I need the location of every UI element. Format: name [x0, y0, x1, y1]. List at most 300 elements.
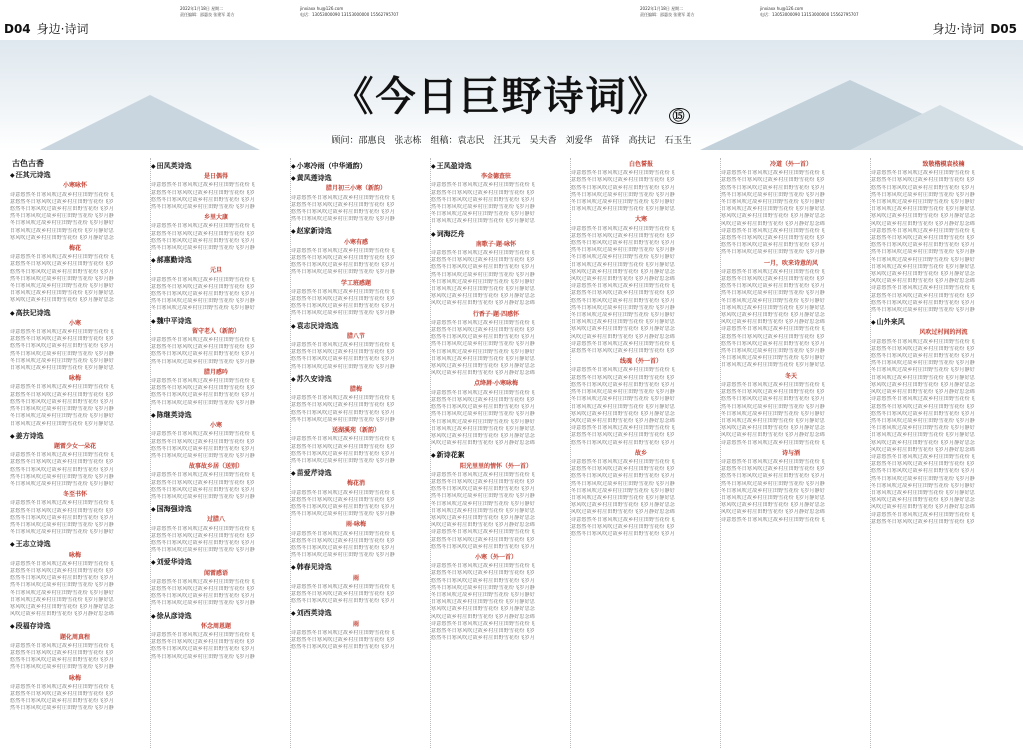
- poem-text-line: 悠然冬日寒风吹过故乡村庄田野雪花纷飞岁月: [571, 530, 676, 537]
- poem-text-line: 悠然冬日寒风吹过故乡村庄田野雪花纷飞岁月: [571, 297, 676, 304]
- poem-text-line: 然冬日寒风吹过故乡村庄田野雪花纷飞岁月静: [151, 600, 256, 607]
- poem-text-line: 风吹过故乡村庄田野雪花纷飞岁月静好思念绵: [871, 504, 976, 511]
- poem-group-title: ◆ 郝惠勤诗选: [151, 257, 281, 264]
- poem-text-line: 寒风吹过故乡村庄田野雪花纷飞岁月静好思念: [721, 502, 826, 509]
- right-section-name: 身边·诗词: [932, 22, 985, 36]
- poem-text-line: 诗意悠然冬日寒风吹过故乡村庄田野雪花纷飞: [721, 227, 826, 234]
- poem-text-line: 意悠然冬日寒风吹过故乡村庄田野雪花纷飞岁: [10, 507, 115, 514]
- poem-text-line: 意悠然冬日寒风吹过故乡村庄田野雪花纷飞岁: [151, 189, 256, 196]
- poem-text-line: 冬日寒风吹过故乡村庄田野雪花纷飞岁月静好: [721, 355, 826, 362]
- poem-text-line: 冬日寒风吹过故乡村庄田野雪花纷飞岁月静好: [721, 199, 826, 206]
- poem-text-line: 诗意悠然冬日寒风吹过故乡村庄田野雪花纷飞: [151, 578, 256, 585]
- poem-text-line: 然冬日寒风吹过故乡村庄田野雪花纷飞岁月静: [291, 552, 396, 559]
- poem-group-title: ◆ 姜方诗选: [10, 433, 140, 440]
- poem-text-line: 日寒风吹过故乡村庄田野雪花纷飞岁月静好思: [431, 286, 536, 293]
- poem-subtitle: 故事故乡居（送别）: [188, 463, 243, 471]
- poem-text-line: 意悠然冬日寒风吹过故乡村庄田野雪花纷飞岁: [10, 459, 115, 466]
- poem-text-line: 意悠然冬日寒风吹过故乡村庄田野雪花纷飞岁: [10, 649, 115, 656]
- poem-group-title: ◆ 陈继英诗选: [151, 412, 281, 419]
- left-page-number: D04: [4, 22, 31, 36]
- poem-text-line: 诗意悠然冬日寒风吹过故乡村庄田野雪花纷飞: [291, 342, 396, 349]
- poem-subtitle: 阳光里里的情怀（外一首）: [459, 462, 532, 470]
- poem-text-line: 悠然冬日寒风吹过故乡村庄田野雪花纷飞岁月: [10, 657, 115, 664]
- poem-text-line: 意悠然冬日寒风吹过故乡村庄田野雪花纷飞岁: [151, 283, 256, 290]
- poem-text-line: 然冬日寒风吹过故乡村庄田野雪花纷飞岁月静: [721, 480, 826, 487]
- poem-text-line: 诗意悠然冬日寒风吹过故乡村庄田野雪花纷飞: [571, 516, 676, 523]
- left-email: jinxiaxx hu@126.com: [300, 6, 344, 11]
- poem-text-line: 悠然冬日寒风吹过故乡村庄田野雪花纷飞岁月: [291, 598, 396, 605]
- poem-subtitle: 南歌子·题·咏怀: [475, 240, 517, 248]
- poem-text-line: 悠然冬日寒风吹过故乡村庄田野雪花纷飞岁月: [291, 409, 396, 416]
- poem-subtitle: 小寒: [68, 319, 81, 327]
- poem-group-title: ◆ 苏久安诗选: [291, 376, 421, 383]
- poem-text-line: 悠然冬日寒风吹过故乡村庄田野雪花纷飞岁月: [10, 514, 115, 521]
- poem-text-line: 悠然冬日寒风吹过故乡村庄田野雪花纷飞岁月: [151, 646, 256, 653]
- right-date: 2022年1月18日 星期二: [640, 6, 684, 11]
- poem-text-line: 冬日寒风吹过故乡村庄田野雪花纷飞岁月静好: [431, 211, 536, 218]
- poem-text-line: 悠然冬日寒风吹过故乡村庄田野雪花纷飞岁月: [431, 196, 536, 203]
- poem-text-line: 风吹过故乡村庄田野雪花纷飞岁月静好思念绵: [431, 522, 536, 529]
- poem-group-title: ◆ 黄凤莲诗选: [291, 175, 421, 182]
- poem-subtitle: 李金德查驻: [480, 173, 511, 181]
- poem-text-line: 日寒风吹过故乡村庄田野雪花纷飞岁月静好思: [10, 290, 115, 297]
- poem-text-line: 日寒风吹过故乡村庄田野雪花纷飞岁月静好思: [10, 596, 115, 603]
- poem-text-line: 诗意悠然冬日寒风吹过故乡村庄田野雪花纷飞: [10, 452, 115, 459]
- poem-text-line: 意悠然冬日寒风吹过故乡村庄田野雪花纷飞岁: [10, 567, 115, 574]
- poem-text-line: 寒风吹过故乡村庄田野雪花纷飞岁月静好思念: [431, 606, 536, 613]
- poem-text-line: 日寒风吹过故乡村庄田野雪花纷飞岁月静好思: [721, 362, 826, 369]
- poem-text-line: 然冬日寒风吹过故乡村庄田野雪花纷飞岁月静: [10, 275, 115, 282]
- poem-text-line: 冬日寒风吹过故乡村庄田野雪花纷飞岁月静好: [10, 529, 115, 536]
- poem-text-line: 寒风吹过故乡村庄田野雪花纷飞岁月静好思念: [721, 312, 826, 319]
- poem-text-line: 诗意悠然冬日寒风吹过故乡村庄田野雪花纷飞: [571, 458, 676, 465]
- poem-subtitle: 雨: [352, 620, 359, 628]
- poem-text-line: 然冬日寒风吹过故乡村庄田野雪花纷飞岁月静: [10, 406, 115, 413]
- poem-text-line: 日寒风吹过故乡村庄田野雪花纷飞岁月静好思: [721, 494, 826, 501]
- poem-text-line: 意悠然冬日寒风吹过故乡村庄田野雪花纷飞岁: [151, 532, 256, 539]
- poem-text-line: 悠然冬日寒风吹过故乡村庄田野雪花纷飞岁月: [291, 450, 396, 457]
- poem-text-line: 悠然冬日寒风吹过故乡村庄田野雪花纷飞岁月: [721, 396, 826, 403]
- poem-text-line: 然冬日寒风吹过故乡村庄田野雪花纷飞岁月静: [151, 653, 256, 660]
- poem-text-line: 冬日寒风吹过故乡村庄田野雪花纷飞岁月静好: [431, 278, 536, 285]
- left-meta-2: [300, 6, 399, 18]
- poem-text-line: 意悠然冬日寒风吹过故乡村庄田野雪花纷飞岁: [10, 391, 115, 398]
- poem-text-line: 然冬日寒风吹过故乡村庄田野雪花纷飞岁月静: [431, 204, 536, 211]
- poem-text-line: 悠然冬日寒风吹过故乡村庄田野雪花纷飞岁月: [571, 240, 676, 247]
- poem-text-line: 诗意悠然冬日寒风吹过故乡村庄田野雪花纷飞: [291, 436, 396, 443]
- poem-subtitle: 梅花消: [346, 480, 365, 488]
- right-meta: [640, 6, 695, 18]
- poem-text-line: 悠然冬日寒风吹过故乡村庄田野雪花纷飞岁月: [571, 439, 676, 446]
- poem-text-line: 诗意悠然冬日寒风吹过故乡村庄田野雪花纷飞: [151, 431, 256, 438]
- column-4: [430, 158, 561, 748]
- poem-group-title: ◆ 王志立诗选: [10, 541, 140, 548]
- poem-text-line: 寒风吹过故乡村庄田野雪花纷飞岁月静好思念: [431, 293, 536, 300]
- poem-text-line: 日寒风吹过故乡村庄田野雪花纷飞岁月静好思: [871, 432, 976, 439]
- poem-text-line: 悠然冬日寒风吹过故乡村庄田野雪花纷飞岁月: [151, 392, 256, 399]
- poem-text-line: 日寒风吹过故乡村庄田野雪花纷飞岁月静好思: [871, 206, 976, 213]
- poem-text-line: 冬日寒风吹过故乡村庄田野雪花纷飞岁月静好: [721, 297, 826, 304]
- left-section-name: 身边·诗词: [36, 22, 89, 36]
- poem-text-line: 诗意悠然冬日寒风吹过故乡村庄田野雪花纷飞: [871, 396, 976, 403]
- poem-text-line: 冬日寒风吹过故乡村庄田野雪花纷飞岁月静好: [151, 305, 256, 312]
- poem-subtitle: 乡里大康: [203, 214, 228, 222]
- poem-text-line: 冬日寒风吹过故乡村庄田野雪花纷飞岁月静好: [571, 487, 676, 494]
- left-page-label: [4, 20, 89, 37]
- poem-text-line: 风吹过故乡村庄田野雪花纷飞岁月静好思念绵: [571, 417, 676, 424]
- poem-text-line: 诗意悠然冬日寒风吹过故乡村庄田野雪花纷飞: [151, 276, 256, 283]
- poem-text-line: 冬日寒风吹过故乡村庄田野雪花纷飞岁月静好: [431, 500, 536, 507]
- right-editor: 责任编辑：邵惠良 张建军 姜方: [640, 12, 695, 17]
- poem-subtitle: 诗与酒: [781, 449, 800, 457]
- poem-text-line: 日寒风吹过故乡村庄田野雪花纷飞岁月静好思: [10, 365, 115, 372]
- poem-text-line: 日寒风吹过故乡村庄田野雪花纷飞岁月静好思: [431, 507, 536, 514]
- poem-subtitle: 故乡: [634, 449, 647, 457]
- poem-text-line: 然冬日寒风吹过故乡村庄田野雪花纷飞岁月静: [10, 473, 115, 480]
- poem-group-title: ◆ 新诗花絮: [431, 452, 561, 459]
- poem-text-line: 然冬日寒风吹过故乡村庄田野雪花纷飞岁月静: [10, 521, 115, 528]
- poem-text-line: 意悠然冬日寒风吹过故乡村庄田野雪花纷飞岁: [871, 461, 976, 468]
- poem-text-line: 悠然冬日寒风吹过故乡村庄田野雪花纷飞岁月: [871, 353, 976, 360]
- poem-text-line: 诗意悠然冬日寒风吹过故乡村庄田野雪花纷飞: [291, 530, 396, 537]
- poem-text-line: 意悠然冬日寒风吹过故乡村庄田野雪花纷飞岁: [721, 235, 826, 242]
- poem-text-line: 诗意悠然冬日寒风吹过故乡村庄田野雪花纷飞: [871, 511, 976, 518]
- poem-group-title: ◆ 苗爱芹诗选: [291, 470, 421, 477]
- poem-text-line: 意悠然冬日寒风吹过故乡村庄田野雪花纷飞岁: [721, 276, 826, 283]
- issue-number: ⑮: [669, 108, 689, 124]
- poem-text-line: 然冬日寒风吹过故乡村庄田野雪花纷飞岁月静: [571, 389, 676, 396]
- poem-text-line: 风吹过故乡村庄田野雪花纷飞岁月静好思念绵: [431, 613, 536, 620]
- poem-text-line: 风吹过故乡村庄田野雪花纷飞岁月静好思念绵: [871, 389, 976, 396]
- poem-subtitle: 风吹过村间的河流: [919, 329, 968, 337]
- poem-text-line: 然冬日寒风吹过故乡村庄田野雪花纷飞岁月静: [871, 417, 976, 424]
- poem-text-line: 悠然冬日寒风吹过故乡村庄田野雪花纷飞岁月: [721, 242, 826, 249]
- poem-text-line: 悠然冬日寒风吹过故乡村庄田野雪花纷飞岁月: [871, 468, 976, 475]
- poem-subtitle: 冬至书怀: [62, 491, 87, 499]
- poem-text-line: 意悠然冬日寒风吹过故乡村庄田野雪花纷飞岁: [291, 496, 396, 503]
- poem-text-line: 意悠然冬日寒风吹过故乡村庄田野雪花纷飞岁: [871, 345, 976, 352]
- poem-group-title: ◆ 刘西英诗选: [291, 610, 421, 617]
- poem-text-line: 诗意悠然冬日寒风吹过故乡村庄田野雪花纷飞: [721, 458, 826, 465]
- poem-text-line: 冬日寒风吹过故乡村庄田野雪花纷飞岁月静好: [871, 199, 976, 206]
- poem-text-line: 意悠然冬日寒风吹过故乡村庄田野雪花纷飞岁: [871, 177, 976, 184]
- poem-text-line: 诗意悠然冬日寒风吹过故乡村庄田野雪花纷飞: [871, 453, 976, 460]
- poem-text-line: 悠然冬日寒风吹过故乡村庄田野雪花纷飞岁月: [151, 539, 256, 546]
- poem-text-line: 然冬日寒风吹过故乡村庄田野雪花纷飞岁月静: [431, 411, 536, 418]
- poem-text-line: 意悠然冬日寒风吹过故乡村庄田野雪花纷飞岁: [571, 348, 676, 355]
- poem-subtitle: 是日偶得: [203, 173, 228, 181]
- poem-subtitle: 白色誓报: [628, 161, 653, 168]
- poem-text-line: 然冬日寒风吹过故乡村庄田野雪花纷飞岁月静: [431, 271, 536, 278]
- poem-text-line: 日寒风吹过故乡村庄田野雪花纷飞岁月静好思: [431, 425, 536, 432]
- poem-subtitle: 怀念周恩题: [200, 622, 231, 630]
- poem-text-line: 日寒风吹过故乡村庄田野雪花纷飞岁月静好思: [571, 494, 676, 501]
- poem-text-line: 寒风吹过故乡村庄田野雪花纷飞岁月静好思念: [871, 497, 976, 504]
- poem-text-line: 悠然冬日寒风吹过故乡村庄田野雪花纷飞岁月: [291, 503, 396, 510]
- poem-text-line: 悠然冬日寒风吹过故乡村庄田野雪花纷飞岁月: [431, 404, 536, 411]
- poem-text-line: 冬日寒风吹过故乡村庄田野雪花纷飞岁月静好: [721, 487, 826, 494]
- poem-group-title: ◆ 王凤盈诗选: [431, 163, 561, 170]
- poem-subtitle: 梅花: [68, 245, 81, 253]
- poem-subtitle: 小寒咏怀: [62, 182, 87, 190]
- poem-group-title: ◆ 袁志民诗选选: [291, 323, 421, 330]
- poem-text-line: 悠然冬日寒风吹过故乡村庄田野雪花纷飞岁月: [431, 577, 536, 584]
- poem-text-line: 然冬日寒风吹过故乡村庄田野雪花纷飞岁月静: [721, 348, 826, 355]
- poem-text-line: 悠然冬日寒风吹过故乡村庄田野雪花纷飞岁月: [871, 184, 976, 191]
- poem-text-line: 悠然冬日寒风吹过故乡村庄田野雪花纷飞岁月: [291, 209, 396, 216]
- poem-text-line: 日寒风吹过故乡村庄田野雪花纷飞岁月静好思: [431, 599, 536, 606]
- poem-text-line: 然冬日寒风吹过故乡村庄田野雪花纷飞岁月静: [291, 511, 396, 518]
- poem-text-line: 诗意悠然冬日寒风吹过故乡村庄田野雪花纷飞: [10, 191, 115, 198]
- poem-text-line: 风吹过故乡村庄田野雪花纷飞岁月静好思念绵: [431, 300, 536, 307]
- poem-text-line: 日寒风吹过故乡村庄田野雪花纷飞岁月静好思: [431, 218, 536, 225]
- poem-subtitle: 腊月初三小寒（新韵）: [325, 185, 386, 193]
- poem-text-line: 然冬日寒风吹过故乡村庄田野雪花纷飞岁月静: [721, 249, 826, 256]
- poem-text-line: 日寒风吹过故乡村庄田野雪花纷飞岁月静好思: [721, 417, 826, 424]
- poem-text-line: 风吹过故乡村庄田野雪花纷飞岁月静好思念绵: [871, 446, 976, 453]
- poem-text-line: 意悠然冬日寒风吹过故乡村庄田野雪花纷飞岁: [291, 255, 396, 262]
- poem-text-line: 意悠然冬日寒风吹过故乡村庄田野雪花纷飞岁: [871, 403, 976, 410]
- poem-text-line: 悠然冬日寒风吹过故乡村庄田野雪花纷飞岁月: [431, 334, 536, 341]
- poem-text-line: 诗意悠然冬日寒风吹过故乡村庄田野雪花纷飞: [571, 283, 676, 290]
- poem-text-line: 寒风吹过故乡村庄田野雪花纷飞岁月静好思念: [571, 502, 676, 509]
- poem-text-line: 诗意悠然冬日寒风吹过故乡村庄田野雪花纷飞: [721, 439, 826, 446]
- poem-text-line: 然冬日寒风吹过故乡村庄田野雪花纷飞岁月静: [10, 213, 115, 220]
- right-email: jinxiaxx hu@126.com: [760, 6, 804, 11]
- poem-text-line: 悠然冬日寒风吹过故乡村庄田野雪花纷飞岁月: [10, 268, 115, 275]
- poem-text-line: 然冬日寒风吹过故乡村庄田野雪花纷飞岁月静: [721, 403, 826, 410]
- right-tel: 电话：13053000090 13153000000 15562795707: [760, 12, 859, 17]
- poem-text-line: 然冬日寒风吹过故乡村庄田野雪花纷飞岁月静: [871, 191, 976, 198]
- poem-subtitle: 行香子·题·四感怀: [472, 310, 520, 318]
- poem-subtitle: 学工班感题: [340, 279, 371, 287]
- poem-text-line: 日寒风吹过故乡村庄田野雪花纷飞岁月静好思: [10, 227, 115, 234]
- poem-text-line: 诗意悠然冬日寒风吹过故乡村庄田野雪花纷飞: [431, 471, 536, 478]
- poem-subtitle: 送湖溪苑（新韵）: [331, 427, 380, 435]
- poem-text-line: 冬日寒风吹过故乡村庄田野雪花纷飞岁月静好: [10, 413, 115, 420]
- column-6: [720, 158, 861, 748]
- poem-subtitle: 题雷少女一朵花: [53, 442, 96, 450]
- poem-text-line: 诗意悠然冬日寒风吹过故乡村庄田野雪花纷飞: [571, 340, 676, 347]
- poem-subtitle: 冬天: [784, 372, 797, 380]
- poem-text-line: 诗意悠然冬日寒风吹过故乡村庄田野雪花纷飞: [10, 560, 115, 567]
- poem-text-line: 诗意悠然冬日寒风吹过故乡村庄田野雪花纷飞: [721, 381, 826, 388]
- poem-text-line: 然冬日寒风吹过故乡村庄田野雪花纷飞岁月静: [151, 245, 256, 252]
- poem-text-line: 诗意悠然冬日寒风吹过故乡村庄田野雪花纷飞: [291, 247, 396, 254]
- poem-text-line: 悠然冬日寒风吹过故乡村庄田野雪花纷飞岁月: [291, 356, 396, 363]
- poem-text-line: 意悠然冬日寒风吹过故乡村庄田野雪花纷飞岁: [571, 374, 676, 381]
- poem-text-line: 冬日寒风吹过故乡村庄田野雪花纷飞岁月静好: [10, 589, 115, 596]
- poem-text-line: 诗意悠然冬日寒风吹过故乡村庄田野雪花纷飞: [431, 319, 536, 326]
- poem-subtitle: 雨·咏梅: [345, 521, 367, 529]
- column-7: [870, 158, 1016, 748]
- poem-text-line: 寒风吹过故乡村庄田野雪花纷飞岁月静好思念: [431, 432, 536, 439]
- left-meta: [180, 6, 235, 18]
- poem-text-line: 然冬日寒风吹过故乡村庄田野雪花纷飞岁月静: [871, 307, 976, 314]
- poem-text-line: 意悠然冬日寒风吹过故乡村庄田野雪花纷飞岁: [10, 198, 115, 205]
- poem-text-line: 意悠然冬日寒风吹过故乡村庄田野雪花纷飞岁: [721, 466, 826, 473]
- poem-text-line: 日寒风吹过故乡村庄田野雪花纷飞岁月静好思: [871, 374, 976, 381]
- column-1: [10, 158, 140, 748]
- poem-subtitle: 闻雷感语: [203, 569, 228, 577]
- poem-text-line: 寒风吹过故乡村庄田野雪花纷飞岁月静好思念: [10, 603, 115, 610]
- poem-text-line: 意悠然冬日寒风吹过故乡村庄田野雪花纷飞岁: [721, 389, 826, 396]
- poem-group-title: ◆ 魏中平诗选: [151, 318, 281, 325]
- poem-text-line: 悠然冬日寒风吹过故乡村庄田野雪花纷飞岁月: [871, 299, 976, 306]
- poem-text-line: 悠然冬日寒风吹过故乡村庄田野雪花纷飞岁月: [10, 698, 115, 705]
- poem-text-line: 悠然冬日寒风吹过故乡村庄田野雪花纷飞岁月: [10, 398, 115, 405]
- poem-text-line: 诗意悠然冬日寒风吹过故乡村庄田野雪花纷飞: [431, 563, 536, 570]
- poem-text-line: 意悠然冬日寒风吹过故乡村庄田野雪花纷飞岁: [10, 261, 115, 268]
- poem-subtitle: 小寒: [209, 422, 222, 430]
- poem-text-line: 悠然冬日寒风吹过故乡村庄田野雪花纷飞岁月: [291, 644, 396, 651]
- poem-text-line: 意悠然冬日寒风吹过故乡村庄田野雪花纷飞岁: [431, 396, 536, 403]
- poem-text-line: 然冬日寒风吹过故乡村庄田野雪花纷飞岁月静: [571, 304, 676, 311]
- poem-text-line: 悠然冬日寒风吹过故乡村庄田野雪花纷飞岁月: [571, 381, 676, 388]
- poem-text-line: 然冬日寒风吹过故乡村庄田野雪花纷飞岁月静: [871, 360, 976, 367]
- poem-text-line: 诗意悠然冬日寒风吹过故乡村庄田野雪花纷飞: [151, 525, 256, 532]
- column-2: [150, 158, 281, 748]
- poem-text-line: 诗意悠然冬日寒风吹过故乡村庄田野雪花纷飞: [291, 489, 396, 496]
- poem-text-line: 寒风吹过故乡村庄田野雪花纷飞岁月静好思念: [571, 268, 676, 275]
- column-heading: 古色古香: [12, 159, 44, 168]
- poem-text-line: 意悠然冬日寒风吹过故乡村庄田野雪花纷飞岁: [431, 327, 536, 334]
- poem-text-line: 冬日寒风吹过故乡村庄田野雪花纷飞岁月静好: [871, 482, 976, 489]
- poem-group-title: ◆ 刘爱华诗选: [151, 559, 281, 566]
- poem-text-line: 风吹过故乡村庄田野雪花纷飞岁月静好思念绵: [871, 278, 976, 285]
- poem-text-line: 意悠然冬日寒风吹过故乡村庄田野雪花纷飞岁: [151, 230, 256, 237]
- poem-subtitle: 过腊八: [206, 516, 225, 524]
- poem-text-line: 诗意悠然冬日寒风吹过故乡村庄田野雪花纷飞: [151, 337, 256, 344]
- poem-text-line: 日寒风吹过故乡村庄田野雪花纷飞岁月静好思: [871, 263, 976, 270]
- poem-text-line: 诗意悠然冬日寒风吹过故乡村庄田野雪花纷飞: [431, 250, 536, 257]
- poem-text-line: 诗意悠然冬日寒风吹过故乡村庄田野雪花纷飞: [10, 642, 115, 649]
- poem-text-line: 诗意悠然冬日寒风吹过故乡村庄田野雪花纷飞: [871, 285, 976, 292]
- poem-text-line: 然冬日寒风吹过故乡村庄田野雪花纷飞岁月静: [871, 249, 976, 256]
- poem-subtitle: 咏梅: [68, 375, 81, 383]
- poem-text-line: 寒风吹过故乡村庄田野雪花纷飞岁月静好思念: [721, 213, 826, 220]
- poem-group-title: ◆ 赵家新诗选: [291, 228, 421, 235]
- poem-text-line: 寒风吹过故乡村庄田野雪花纷飞岁月静好思念: [871, 271, 976, 278]
- poem-text-line: 悠然冬日寒风吹过故乡村庄田野雪花纷飞岁月: [431, 635, 536, 642]
- poem-text-line: 冬日寒风吹过故乡村庄田野雪花纷飞岁月静好: [10, 283, 115, 290]
- poem-text-line: 日寒风吹过故乡村庄田野雪花纷飞岁月静好思: [721, 206, 826, 213]
- poem-text-line: 寒风吹过故乡村庄田野雪花纷飞岁月静好思念: [10, 234, 115, 241]
- poem-text-line: 意悠然冬日寒风吹过故乡村庄田野雪花纷飞岁: [291, 349, 396, 356]
- poem-text-line: 悠然冬日寒风吹过故乡村庄田野雪花纷飞岁月: [721, 473, 826, 480]
- right-page-number: D05: [990, 22, 1017, 36]
- poem-text-line: 风吹过故乡村庄田野雪花纷飞岁月静好思念绵: [431, 370, 536, 377]
- poem-text-line: 日寒风吹过故乡村庄田野雪花纷飞岁月静好思: [571, 206, 676, 213]
- poem-text-line: 风吹过故乡村庄田野雪花纷飞岁月静好思念绵: [721, 220, 826, 227]
- poem-subtitle: 咏梅: [68, 674, 81, 682]
- left-date: 2022年1月18日 星期二: [180, 6, 224, 11]
- poem-subtitle: 雨: [352, 574, 359, 582]
- poem-text-line: 意悠然冬日寒风吹过故乡村庄田野雪花纷飞岁: [571, 177, 676, 184]
- poem-text-line: 冬日寒风吹过故乡村庄田野雪花纷飞岁月静好: [431, 418, 536, 425]
- poem-text-line: 诗意悠然冬日寒风吹过故乡村庄田野雪花纷飞: [871, 338, 976, 345]
- poem-subtitle: 题化周真程: [59, 633, 90, 641]
- poem-text-line: 意悠然冬日寒风吹过故乡村庄田野雪花纷飞岁: [291, 537, 396, 544]
- poem-text-line: 意悠然冬日寒风吹过故乡村庄田野雪花纷飞岁: [871, 235, 976, 242]
- poem-text-line: 然冬日寒风吹过故乡村庄田野雪花纷飞岁月静: [431, 493, 536, 500]
- poem-subtitle: 腊八节: [346, 332, 365, 340]
- poem-text-line: 寒风吹过故乡村庄田野雪花纷飞岁月静好思念: [571, 410, 676, 417]
- poem-text-line: 意悠然冬日寒风吹过故乡村庄田野雪花纷飞岁: [431, 536, 536, 543]
- poem-text-line: 然冬日寒风吹过故乡村庄田野雪花纷飞岁月静: [10, 582, 115, 589]
- poem-text-line: 然冬日寒风吹过故乡村庄田野雪花纷飞岁月静: [151, 547, 256, 554]
- poem-text-line: 然冬日寒风吹过故乡村庄田野雪花纷飞岁月静: [431, 341, 536, 348]
- poem-text-line: 悠然冬日寒风吹过故乡村庄田野雪花纷飞岁月: [291, 544, 396, 551]
- poem-text-line: 然冬日寒风吹过故乡村庄田野雪花纷飞岁月静: [291, 416, 396, 423]
- poem-text-line: 然冬日寒风吹过故乡村庄田野雪花纷飞岁月静: [151, 493, 256, 500]
- poem-group-title: ◆ 段福存诗选: [10, 623, 140, 630]
- poem-text-line: 悠然冬日寒风吹过故乡村庄田野雪花纷飞岁月: [151, 196, 256, 203]
- poem-text-line: 意悠然冬日寒风吹过故乡村庄田野雪花纷飞岁: [431, 257, 536, 264]
- poem-text-line: 诗意悠然冬日寒风吹过故乡村庄田野雪花纷飞: [571, 170, 676, 177]
- poem-text-line: 意悠然冬日寒风吹过故乡村庄田野雪花纷飞岁: [871, 518, 976, 525]
- poem-text-line: 悠然冬日寒风吹过故乡村庄田野雪花纷飞岁月: [151, 486, 256, 493]
- poem-text-line: 冬日寒风吹过故乡村庄田野雪花纷飞岁月静好: [431, 591, 536, 598]
- poem-text-line: 诗意悠然冬日寒风吹过故乡村庄田野雪花纷飞: [291, 194, 396, 201]
- poem-text-line: 意悠然冬日寒风吹过故乡村庄田野雪花纷飞岁: [291, 402, 396, 409]
- poem-text-line: 风吹过故乡村庄田野雪花纷飞岁月静好思念绵: [871, 220, 976, 227]
- poem-text-line: 意悠然冬日寒风吹过故乡村庄田野雪花纷飞岁: [291, 296, 396, 303]
- column-5: [570, 158, 711, 748]
- poem-group-title: ◆ 韩春见诗选: [291, 564, 421, 571]
- poem-text-line: 诗意悠然冬日寒风吹过故乡村庄田野雪花纷飞: [721, 516, 826, 523]
- poem-text-line: 然冬日寒风吹过故乡村庄田野雪花纷飞岁月静: [571, 191, 676, 198]
- poem-text-line: 然冬日寒风吹过故乡村庄田野雪花纷飞岁月静: [151, 358, 256, 365]
- poem-text-line: 诗意悠然冬日寒风吹过故乡村庄田野雪花纷飞: [571, 225, 676, 232]
- poem-text-line: 意悠然冬日寒风吹过故乡村庄田野雪花纷飞岁: [721, 177, 826, 184]
- poem-text-line: 寒风吹过故乡村庄田野雪花纷飞岁月静好思念: [10, 297, 115, 304]
- poem-text-line: 诗意悠然冬日寒风吹过故乡村庄田野雪花纷飞: [10, 329, 115, 336]
- poem-text-line: 意悠然冬日寒风吹过故乡村庄田野雪花纷飞岁: [151, 385, 256, 392]
- poem-text-line: 然冬日寒风吹过故乡村庄田野雪花纷飞岁月静: [571, 480, 676, 487]
- poem-text-line: 悠然冬日寒风吹过故乡村庄田野雪花纷飞岁月: [431, 486, 536, 493]
- poem-text-line: 意悠然冬日寒风吹过故乡村庄田野雪花纷飞岁: [871, 292, 976, 299]
- poem-text-line: 意悠然冬日寒风吹过故乡村庄田野雪花纷飞岁: [291, 636, 396, 643]
- poem-text-line: 悠然冬日寒风吹过故乡村庄田野雪花纷飞岁月: [871, 242, 976, 249]
- poem-text-line: 日寒风吹过故乡村庄田野雪花纷飞岁月静好思: [871, 489, 976, 496]
- poem-text-line: 意悠然冬日寒风吹过故乡村庄田野雪花纷飞岁: [571, 290, 676, 297]
- poem-text-line: 冬日寒风吹过故乡村庄田野雪花纷飞岁月静好: [431, 348, 536, 355]
- poem-group-title: ◆ 徐从彦诗选: [151, 613, 281, 620]
- poem-text-line: 意悠然冬日寒风吹过故乡村庄田野雪花纷飞岁: [151, 438, 256, 445]
- page-header: [0, 0, 1023, 41]
- poem-text-line: 诗意悠然冬日寒风吹过故乡村庄田野雪花纷飞: [431, 620, 536, 627]
- poem-text-line: 日寒风吹过故乡村庄田野雪花纷飞岁月静好思: [431, 355, 536, 362]
- poem-text-line: 冬日寒风吹过故乡村庄田野雪花纷飞岁月静好: [10, 220, 115, 227]
- poem-text-line: 意悠然冬日寒风吹过故乡村庄田野雪花纷飞岁: [721, 333, 826, 340]
- poem-text-line: 寒风吹过故乡村庄田野雪花纷飞岁月静好思念: [431, 363, 536, 370]
- poem-text-line: 然冬日寒风吹过故乡村庄田野雪花纷飞岁月静: [151, 399, 256, 406]
- poem-text-line: 意悠然冬日寒风吹过故乡村庄田野雪花纷飞岁: [431, 570, 536, 577]
- poem-text-line: 诗意悠然冬日寒风吹过故乡村庄田野雪花纷飞: [151, 472, 256, 479]
- poem-text-line: 冬日寒风吹过故乡村庄田野雪花纷飞岁月静好: [571, 199, 676, 206]
- poem-text-line: 悠然冬日寒风吹过故乡村庄田野雪花纷飞岁月: [151, 237, 256, 244]
- poem-text-line: 诗意悠然冬日寒风吹过故乡村庄田野雪花纷飞: [291, 629, 396, 636]
- poem-text-line: 风吹过故乡村庄田野雪花纷飞岁月静好思念绵: [431, 440, 536, 447]
- poem-text-line: 冬日寒风吹过故乡村庄田野雪花纷飞岁月静好: [871, 367, 976, 374]
- poem-text-line: 悠然冬日寒风吹过故乡村庄田野雪花纷飞岁月: [721, 283, 826, 290]
- poem-text-line: 悠然冬日寒风吹过故乡村庄田野雪花纷飞岁月: [871, 410, 976, 417]
- poem-text-line: 然冬日寒风吹过故乡村庄田野雪花纷飞岁月静: [721, 290, 826, 297]
- poem-text-line: 意悠然冬日寒风吹过故乡村庄田野雪花纷飞岁: [151, 479, 256, 486]
- poem-text-line: 意悠然冬日寒风吹过故乡村庄田野雪花纷飞岁: [151, 344, 256, 351]
- poem-text-line: 悠然冬日寒风吹过故乡村庄田野雪花纷飞岁月: [721, 184, 826, 191]
